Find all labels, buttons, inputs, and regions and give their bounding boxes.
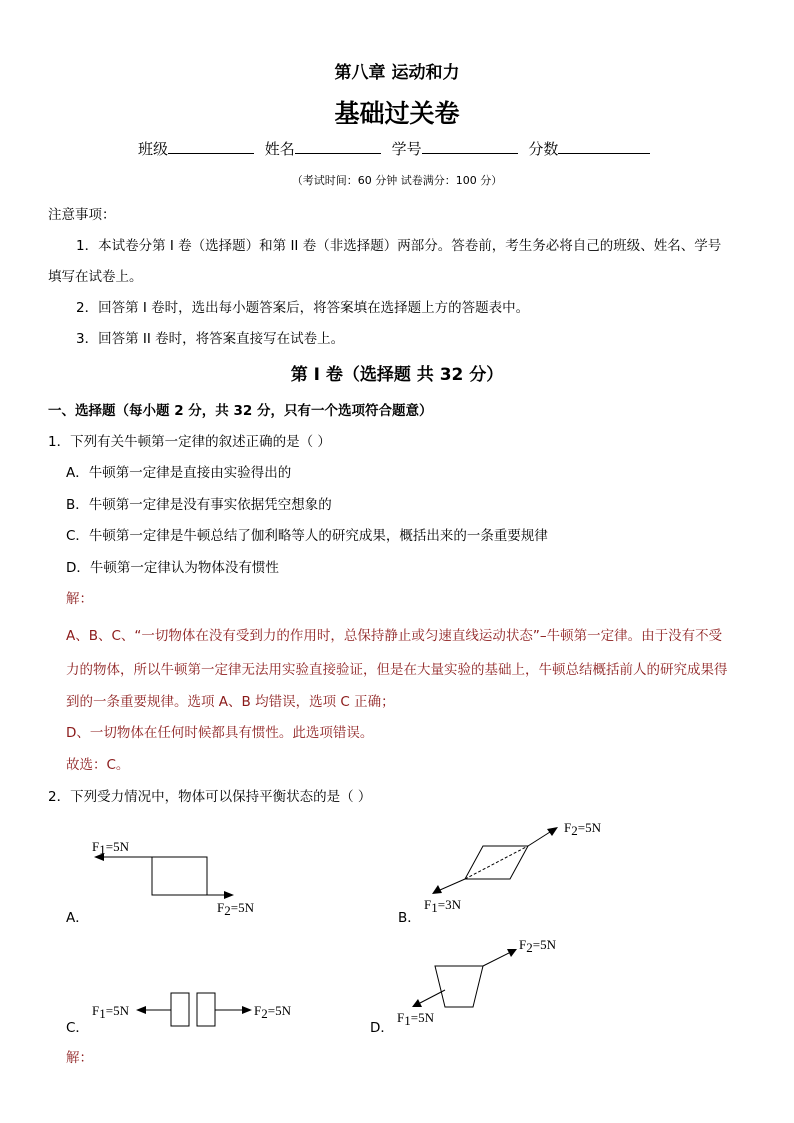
chapter-title: 第八章 运动和力 xyxy=(334,63,460,83)
force-f1-label: F1=5N xyxy=(92,1003,129,1021)
q1-answer: 故选：C。 xyxy=(66,757,130,773)
force-f2-arrow xyxy=(483,953,509,966)
score-blank[interactable] xyxy=(558,139,650,154)
q1-stem: 1．下列有关牛顿第一定律的叙述正确的是（ ） xyxy=(48,434,331,450)
q2-solution-label: 解： xyxy=(66,1050,93,1066)
force-f2-label: F2=5N xyxy=(217,900,254,918)
student-info-line xyxy=(138,138,650,159)
note-item-2: 2．回答第 I 卷时，选出每小题答案后，将答案填在选择题上方的答题表中。 xyxy=(76,300,530,316)
student-id-blank[interactable] xyxy=(422,139,518,154)
q2-stem: 2．下列受力情况中，物体可以保持平衡状态的是（ ） xyxy=(48,789,372,805)
class-label: 班级 xyxy=(138,140,169,158)
q2-option-b-label[interactable]: B． xyxy=(398,910,421,926)
q1-solution-label: 解： xyxy=(66,591,93,607)
q1-explanation-line: A、B、C、“一切物体在没有受到力的作用时，总保持静止或匀速直线运动状态”–牛顿第一定律。由于没有不受 xyxy=(66,628,723,644)
q1-explanation-line: D、一切物体在任何时候都具有惯性。此选项错误。 xyxy=(66,725,374,741)
force-f1-arrow xyxy=(420,990,445,1003)
object-box xyxy=(152,857,207,895)
q1-explanation-line: 到的一条重要规律。选项 A、B 均错误，选项 C 正确； xyxy=(66,694,395,710)
object-box-left xyxy=(171,993,189,1026)
score-label: 分数 xyxy=(528,140,559,158)
force-f2-arrow xyxy=(528,832,550,846)
q2-option-c-diagram xyxy=(80,988,320,1038)
force-f1-label: F1=3N xyxy=(424,897,461,915)
force-f1-arrow xyxy=(440,879,465,890)
class-blank[interactable] xyxy=(168,139,254,154)
q2-option-d-label[interactable]: D． xyxy=(370,1020,394,1036)
object-box-right xyxy=(197,993,215,1026)
q1-option-b[interactable]: B．牛顿第一定律是没有事实依据凭空想象的 xyxy=(66,497,332,513)
q2-option-a-diagram xyxy=(80,830,280,925)
q1-option-a[interactable]: A．牛顿第一定律是直接由实验得出的 xyxy=(66,465,292,481)
note-item-3: 3．回答第 II 卷时，将答案直接写在试卷上。 xyxy=(76,331,345,347)
q1-option-d[interactable]: D．牛顿第一定律认为物体没有惯性 xyxy=(66,560,279,576)
force-f2-label: F2=5N xyxy=(564,820,601,838)
section-title: 第 I 卷（选择题 共 32 分） xyxy=(290,365,504,385)
note-item-1: 1．本试卷分第 I 卷（选择题）和第 II 卷（非选择题）两部分。答卷前，考生务必将自己的班级、姓名、学号 xyxy=(76,238,722,254)
q1-explanation-line: 力的物体，所以牛顿第一定律无法用实验直接验证，但是在大量实验的基础上，牛顿总结概括前人的研究成果得 xyxy=(66,662,728,678)
q2-option-a-label[interactable]: A． xyxy=(66,910,89,926)
object-trapezoid xyxy=(435,966,483,1007)
student-id-label: 学号 xyxy=(391,140,422,158)
force-f1-label: F1=5N xyxy=(397,1010,434,1028)
name-label: 姓名 xyxy=(264,140,295,158)
q2-option-c-label[interactable]: C． xyxy=(66,1020,89,1036)
note-item-1-cont: 填写在试卷上。 xyxy=(48,269,143,285)
paper-title: 基础过关卷 xyxy=(334,99,460,128)
force-f2-label: F2=5N xyxy=(519,937,556,955)
force-f2-label: F2=5N xyxy=(254,1003,291,1021)
name-blank[interactable] xyxy=(295,139,381,154)
exam-info: （考试时间：60 分钟 试卷满分：100 分） xyxy=(291,174,503,187)
q1-option-c[interactable]: C．牛顿第一定律是牛顿总结了伽利略等人的研究成果，概括出来的一条重要规律 xyxy=(66,528,548,544)
part-heading: 一、选择题（每小题 2 分，共 32 分，只有一个选项符合题意） xyxy=(48,403,433,419)
notes-heading: 注意事项： xyxy=(48,207,116,223)
q2-option-d-diagram xyxy=(385,930,585,1035)
force-f1-label: F1=5N xyxy=(92,839,129,857)
q2-option-b-diagram xyxy=(410,812,610,924)
